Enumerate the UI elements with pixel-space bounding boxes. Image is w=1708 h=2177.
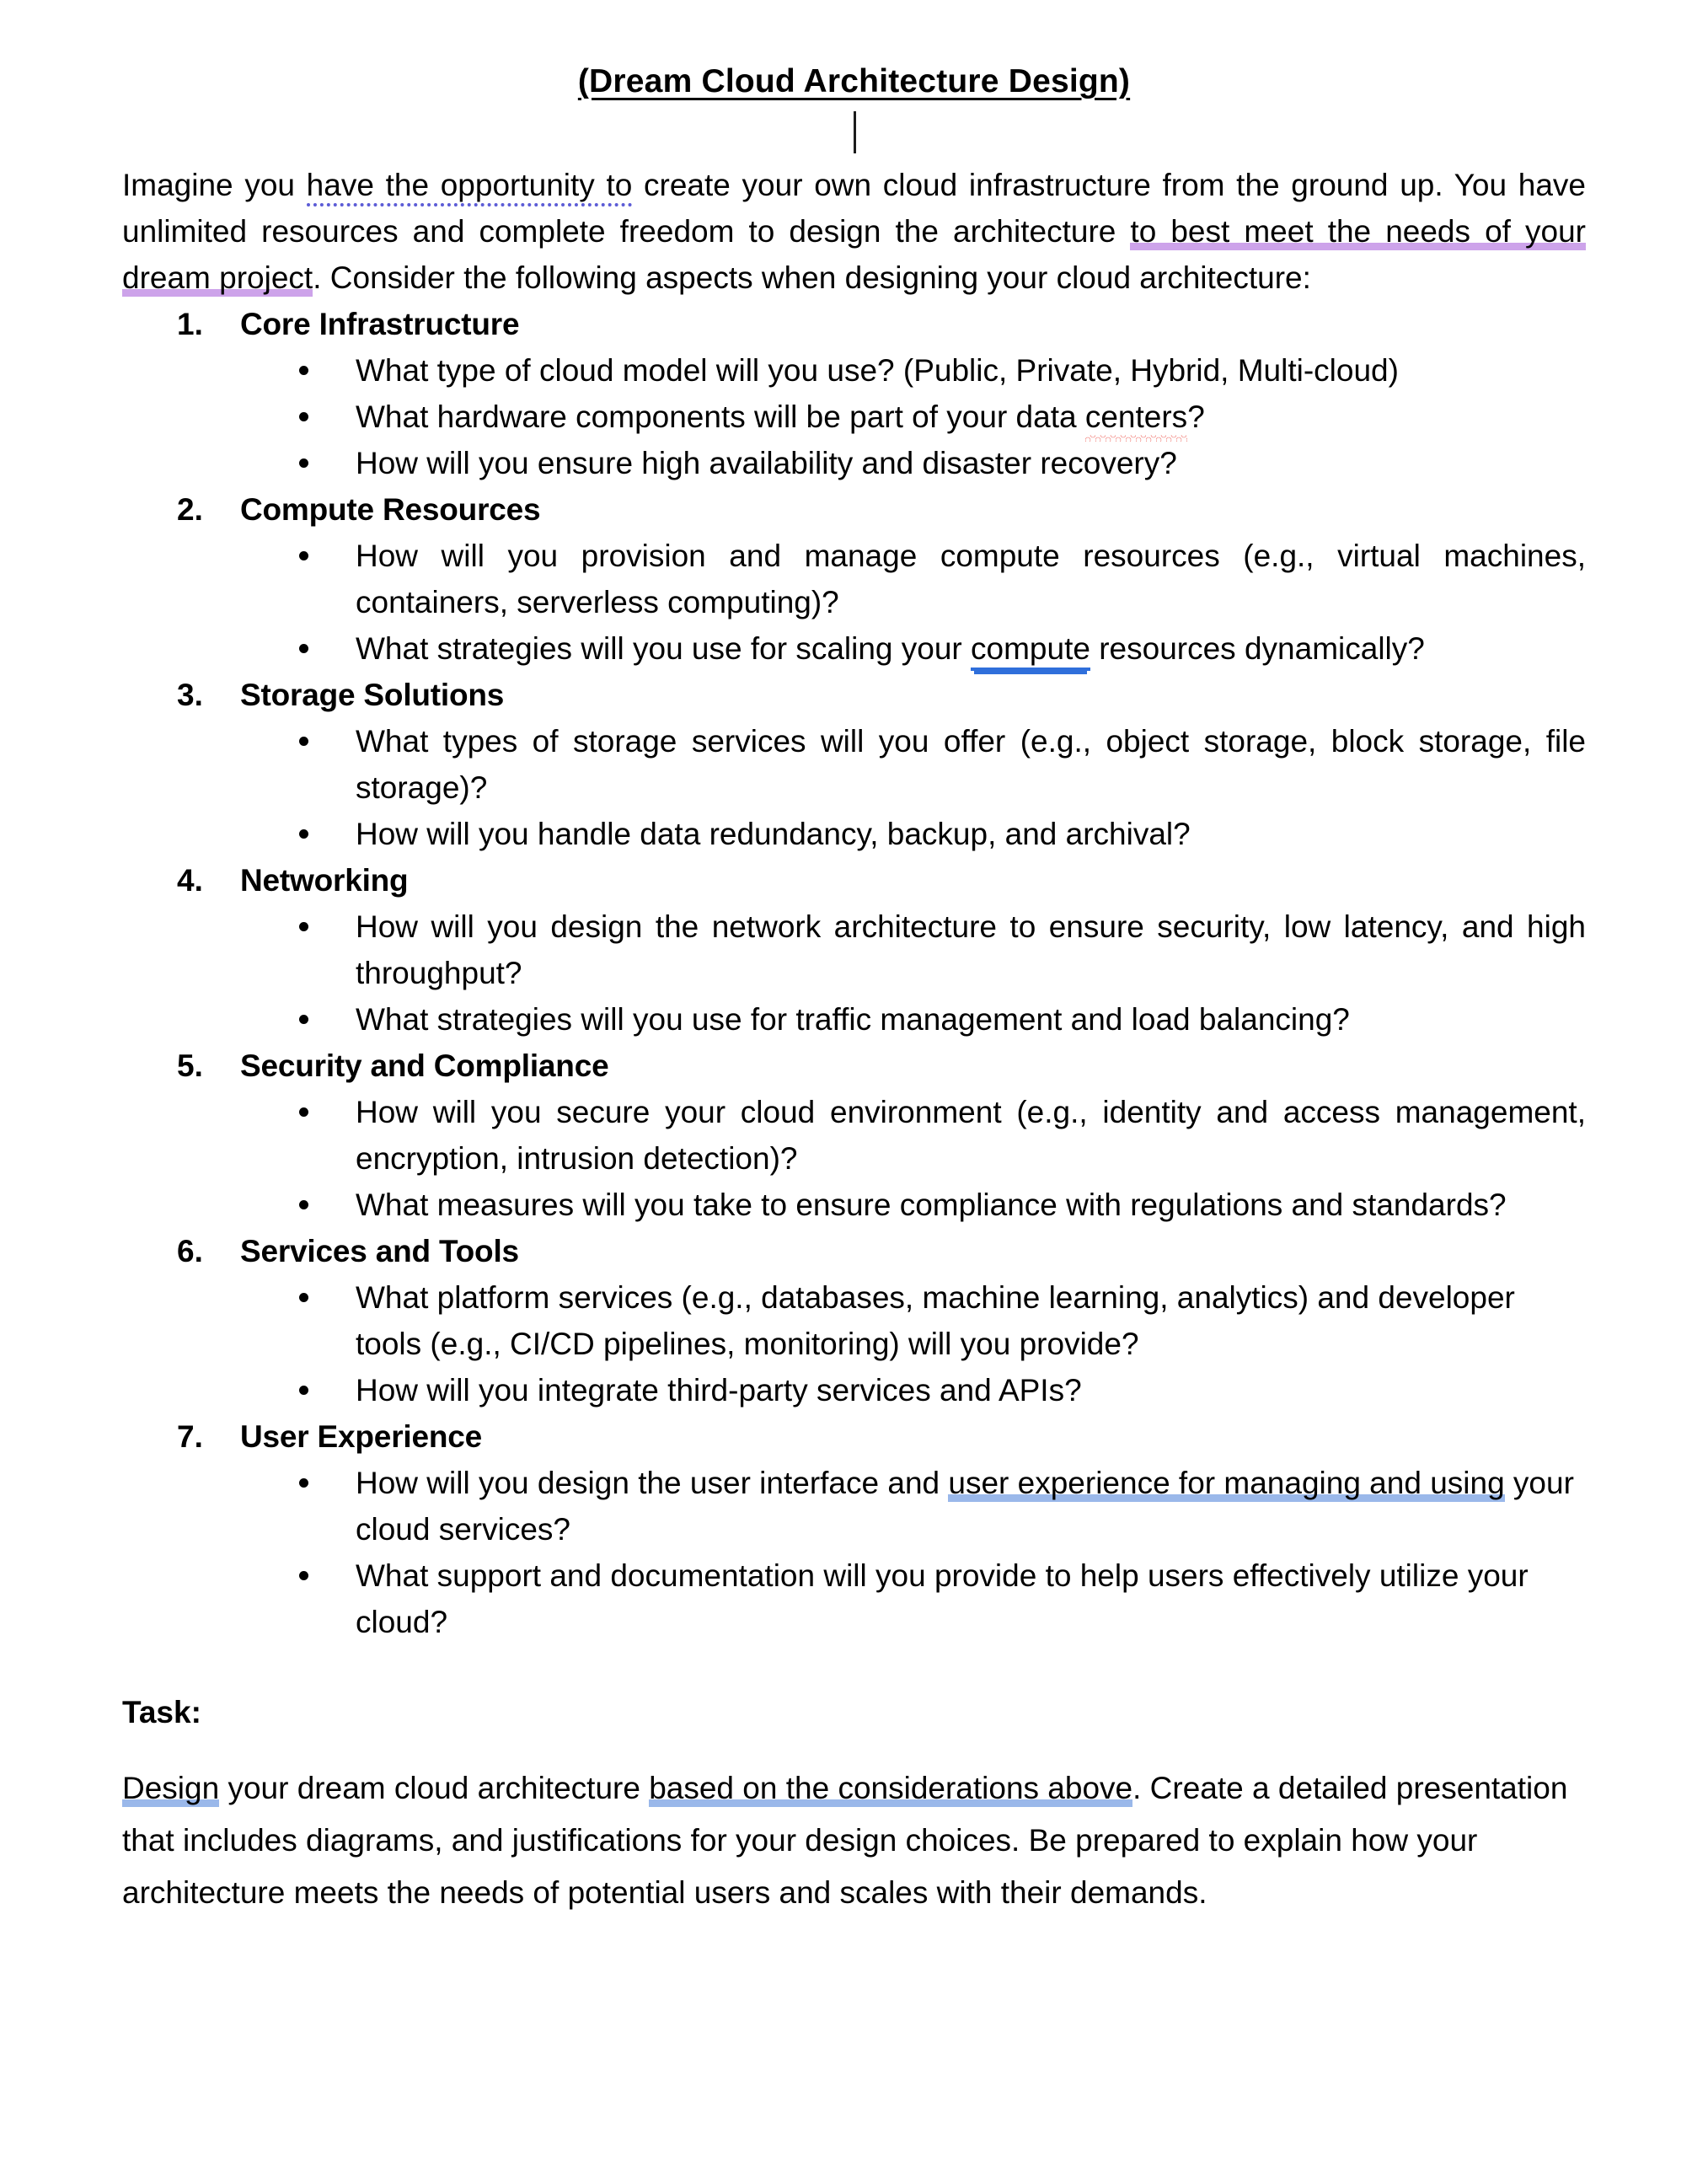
caret-row (122, 101, 1586, 162)
bullet-dot-icon (299, 412, 308, 421)
bullet-text: How will you design the user interface and (356, 1465, 949, 1500)
bullet-text: What measures will you take to ensure compliance with regulations and standards? (356, 1187, 1507, 1222)
bullet-text: What support and documentation will you provide to help users effectively utilize your cloud? (356, 1558, 1529, 1639)
bullet-text: What types of storage services will you offer (e.g., object storage, block storage, file storage)? (356, 723, 1586, 805)
intro-text-part-1: Imagine you (122, 167, 307, 202)
list-item (240, 1182, 1586, 1228)
bullet-dot-icon (299, 1015, 308, 1024)
section-bullets (240, 904, 1586, 1043)
bullet-dot-icon (299, 737, 308, 746)
section-storage-solutions (122, 672, 1586, 857)
bullet-text: What strategies will you use for scaling your (356, 630, 972, 666)
bullet-text: How will you ensure high availability and disaster recovery? (356, 445, 1177, 480)
section-bullets (240, 347, 1586, 486)
autocorrect-word[interactable]: compute (971, 631, 1090, 671)
bullet-text: What type of cloud model will you use? (Public, Private, Hybrid, Multi-cloud) (356, 352, 1399, 388)
section-core-infrastructure (122, 301, 1586, 486)
section-number: 1. (177, 306, 203, 341)
section-heading: Storage Solutions (240, 677, 505, 712)
section-number: 6. (177, 1233, 203, 1268)
task-text-part-2: . Create a detailed presentation that includes diagrams, and justifications for your design choices. Be prepared to explain how your architecture meets the needs of potential users and scales with their demands. (122, 1770, 1568, 1910)
list-item (240, 811, 1586, 857)
list-item (240, 904, 1586, 996)
bullet-dot-icon (299, 551, 308, 560)
list-item (240, 347, 1586, 394)
section-number: 7. (177, 1418, 203, 1454)
section-bullets (240, 533, 1586, 672)
bullet-text: How will you design the network architecture to ensure security, low latency, and high throughput? (356, 909, 1586, 990)
purple-highlighted-phrase[interactable]: to best meet the needs of your dream project (122, 213, 1586, 295)
section-networking (122, 857, 1586, 1043)
section-bullets (240, 1089, 1586, 1228)
section-number: 5. (177, 1048, 203, 1083)
blue-highlighted-phrase-considerations[interactable]: based on the considerations above (649, 1770, 1133, 1805)
section-number: 2. (177, 491, 203, 527)
bullet-dot-icon (299, 1478, 308, 1488)
list-item (240, 1460, 1586, 1552)
bullet-dot-icon (299, 644, 308, 653)
bullet-dot-icon (299, 1293, 308, 1302)
section-security-and-compliance (122, 1043, 1586, 1228)
page-title (122, 0, 1586, 101)
section-bullets (240, 1274, 1586, 1413)
bullet-text: How will you handle data redundancy, backup, and archival? (356, 816, 1191, 851)
bullet-text: What strategies will you use for traffic management and load balancing? (356, 1001, 1350, 1037)
blue-highlighted-word-design[interactable]: Design (122, 1770, 220, 1805)
bullet-dot-icon (299, 922, 308, 931)
section-number: 4. (177, 862, 203, 898)
bullet-text-tail: ? (1187, 399, 1205, 434)
blue-highlighted-phrase[interactable]: user experience for managing and using (948, 1465, 1505, 1500)
bullet-text: How will you integrate third-party services and APIs? (356, 1372, 1082, 1408)
bullet-text-tail: resources dynamically? (1090, 630, 1425, 666)
list-item (240, 1274, 1586, 1367)
bullet-text: How will you secure your cloud environment (e.g., identity and access management, encryption, intrusion detection)? (356, 1094, 1586, 1176)
spacer (122, 1735, 1586, 1762)
section-heading: Compute Resources (240, 491, 541, 527)
task-label: Task: (122, 1694, 201, 1729)
section-compute-resources (122, 486, 1586, 672)
text-caret (854, 111, 856, 153)
task-text-part-1: your dream cloud architecture (219, 1770, 650, 1805)
list-item (240, 394, 1586, 440)
section-user-experience (122, 1413, 1586, 1645)
section-heading: Security and Compliance (240, 1048, 609, 1083)
list-item (240, 625, 1586, 672)
bullet-text: How will you provision and manage compute resources (e.g., virtual machines, containers, serverless computing)? (356, 538, 1586, 619)
bullet-text: What platform services (e.g., databases, machine learning, analytics) and developer tools (e.g., CI/CD pipelines, monitoring) will you provide? (356, 1279, 1515, 1361)
bullet-text-tail: your cloud services? (356, 1465, 1574, 1547)
list-item (240, 533, 1586, 625)
intro-text-part-3: . Consider the following aspects when designing your cloud architecture: (313, 260, 1311, 295)
section-heading: Core Infrastructure (240, 306, 520, 341)
spacer (122, 1645, 1586, 1689)
spellcheck-misspelled-word[interactable]: centers (1084, 399, 1188, 434)
section-bullets (240, 1460, 1586, 1645)
section-heading: User Experience (240, 1418, 483, 1454)
bullet-dot-icon (299, 829, 308, 839)
bullet-dot-icon (299, 1107, 308, 1117)
bullet-dot-icon (299, 1200, 308, 1209)
section-heading: Networking (240, 862, 409, 898)
bullet-text: What hardware components will be part of your data (356, 399, 1085, 434)
section-number: 3. (177, 677, 203, 712)
bullet-dot-icon (299, 366, 308, 375)
list-item (240, 1367, 1586, 1413)
aspects-list (122, 301, 1586, 1645)
bullet-dot-icon (299, 1386, 308, 1395)
intro-text-part-2: create your own cloud infrastructure from the ground up. You have unlimited resources and complete freedom to design the architecture (122, 167, 1586, 249)
grammar-suggestion-phrase[interactable]: have the opportunity to (307, 168, 633, 206)
list-item (240, 1089, 1586, 1182)
list-item (240, 440, 1586, 486)
task-paragraph (122, 1762, 1586, 1919)
section-bullets (240, 718, 1586, 857)
bullet-dot-icon (299, 458, 308, 468)
intro-paragraph (122, 162, 1586, 301)
list-item (240, 1552, 1586, 1645)
list-item (240, 718, 1586, 811)
list-item (240, 996, 1586, 1043)
page-title-text: (Dream Cloud Architecture Design) (577, 63, 1131, 99)
bullet-dot-icon (299, 1571, 308, 1580)
section-services-and-tools (122, 1228, 1586, 1413)
section-heading: Services and Tools (240, 1233, 519, 1268)
